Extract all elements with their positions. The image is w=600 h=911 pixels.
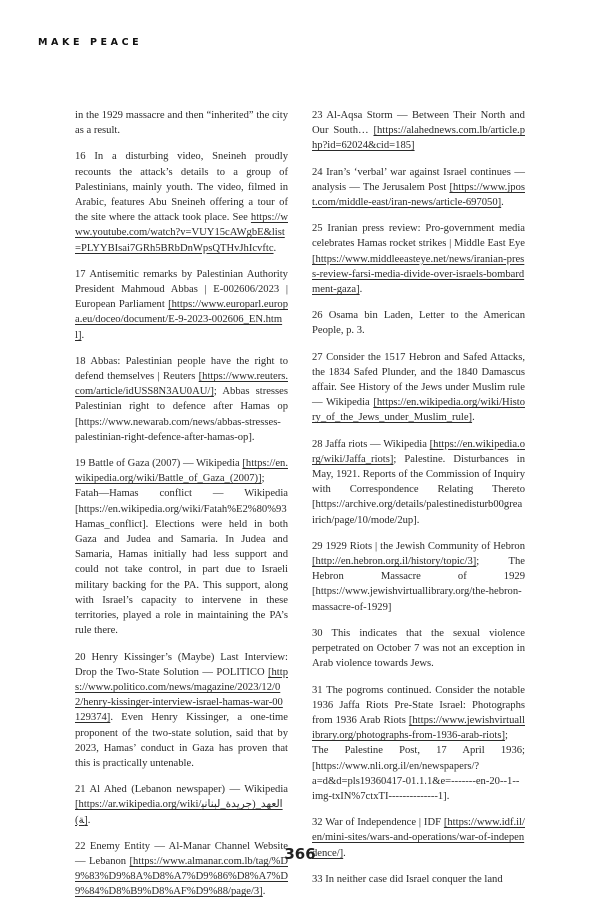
endnote-link[interactable]: [https://www.reuters.com/article/idUSS8N3AU0AU/]	[75, 371, 288, 398]
endnote-link[interactable]: [https://www.jewishvirtuallibrary.org/photographs-from-1936-arab-riots]	[312, 714, 525, 742]
endnote-29: 29 1929 Riots | the Jewish Community of Hebron [http://en.hebron.org.il/history/topic/3]; The Hebron Massacre of 1929 [https://www.jewishvirtuallibrary.org/the-hebron-massacre-of-1929]	[312, 540, 525, 613]
endnote-link[interactable]: [https://en.wikipedia.org/wiki/Battle_of_Gaza_(2007)]	[75, 458, 288, 485]
endnote-28: 28 Jaffa riots — Wikipedia [https://en.wikipedia.org/wiki/Jaffa_riots]; Palestine. Disturbances in May, 1921. Reports of the Commission of Inquiry with Correspondence Relating Thereto [https://archive.org/details/palestinedisturb00greairich/page/10/mode/2up].	[312, 438, 525, 526]
endnote-30: 30 This indicates that the sexual violence perpetrated on October 7 was not an exception in Arab violence towards Jews.	[312, 627, 525, 670]
endnote: in the 1929 massacre and then “inherited” the city as a result.	[75, 110, 288, 137]
endnote-25: 25 Iranian press review: Pro-government media celebrates Hamas rocket strikes | Middle East Eye [https://www.middleeasteye.net/news/iranian-press-review-farsi-media-divide-over-israels-bombardment-gaza].	[312, 223, 525, 296]
endnote-link[interactable]: [https://www.jpost.com/middle-east/iran-news/article-697050]	[312, 181, 525, 209]
endnote-23: 23 Al-Aqsa Storm — Between Their North and Our South… [https://alahednews.com.lb/article.php?id=62024&cid=185]	[312, 110, 525, 152]
page-number: 366	[284, 845, 316, 863]
endnote-22: 22 Enemy Entity — Al-Manar Channel Website — Lebanon [https://www.almanar.com.lb/tag/%D9%83%D9%8A%D8%A7%D9%86%D8%A7%D9%84%D8%B9%D8%AF%D9%88/page/3].	[75, 840, 289, 898]
endnote-20: 20 Henry Kissinger’s (Maybe) Last Interview: Drop the Two-State Solution — POLITICO [https://www.politico.com/news/magazine/2023/12/02/henry-kissinger-interview-israel-hamas-war-00129374]. Even Henry Kissinger, a one-time proponent of the two-state solution, said that by 2023, Hamas’ conduct in Gaza has proven that this is practically untenable.	[75, 651, 288, 769]
endnote-26: 26 Osama bin Laden, Letter to the American People, p. 3.	[312, 310, 525, 337]
endnote-33: 33 In neither case did Israel conquer the land	[312, 873, 503, 885]
endnote-27: 27 Consider the 1517 Hebron and Safed Attacks, the 1834 Safed Plunder, and the 1840 Damascus affair. See History of the Jews under Muslim rule — Wikipedia [https://en.wikipedia.org/wiki/History_of_the_Jews_under_Muslim_rule].	[312, 351, 525, 424]
endnote-link[interactable]: [https://ar.wikipedia.org/wiki/العهد_(جريدة_لبنانية)]	[75, 799, 283, 826]
endnote-link[interactable]: [https://www.politico.com/news/magazine/2023/12/02/henry-kissinger-interview-israel-hamas-war-00129374]	[75, 666, 288, 724]
endnote-link[interactable]: [https://www.idf.il/en/mini-sites/wars-and-operations/war-of-independence/]	[312, 817, 525, 859]
running-header: MAKE PEACE	[38, 37, 143, 48]
left-column	[75, 108, 288, 911]
endnote-18: 18 Abbas: Palestinian people have the right to defend themselves | Reuters [https://www.reuters.com/article/idUSS8N3AU0AU/]; Abbas stresses Palestinian right to defence after Hamas op [https://www.newarab.com/news/abbas-stresses-palestinian-right-defence-after-hamas-op].	[75, 355, 288, 443]
endnote-link[interactable]: [https://alahednews.com.lb/article.php?id=62024&cid=185]	[312, 125, 525, 152]
endnote-link[interactable]: [https://www.middleeasteye.net/news/iranian-press-review-farsi-media-divide-over-israels-bombardment-gaza]	[312, 253, 525, 296]
endnote-link[interactable]: [https://en.wikipedia.org/wiki/History_of_the_Jews_under_Muslim_rule]	[312, 397, 525, 424]
right-column	[312, 108, 525, 898]
endnote-17: 17 Antisemitic remarks by Palestinian Authority President Mahmoud Abbas | E-002606/2023 | European Parliament [https://www.europarl.europa.eu/doceo/document/E-9-2023-002606_EN.html].	[75, 268, 288, 341]
endnote-link[interactable]: [http://en.hebron.org.il/history/topic/3]	[312, 556, 477, 568]
endnote-31: 31 The pogroms continued. Consider the notable 1936 Jaffa Riots Pre-State Israel: Photographs from 1936 Arab Riots [https://www.jewishvirtuallibrary.org/photographs-from-1936-arab-riots]; The Palestine Post, 17 April 1936; [https://www.nli.org.il/en/newspapers/?a=d&d=pls19360417-01.1.1&e=-------en-20--1--img-txIN%7ctxTI--------------1].	[312, 684, 525, 802]
endnote-24: 24 Iran’s ‘verbal’ war against Israel continues — analysis — The Jerusalem Post [https://www.jpost.com/middle-east/iran-news/article-697050].	[312, 166, 525, 209]
endnote-21: 21 Al Ahed (Lebanon newspaper) — Wikipedia [https://ar.wikipedia.org/wiki/العهد_(جريدة_لبنانية)].	[75, 784, 288, 826]
endnote-link[interactable]: [https://en.wikipedia.org/wiki/Jaffa_riots]	[312, 438, 525, 465]
endnote-16: 16 In a disturbing video, Sneineh proudly recounts the attack’s details to a group of Palestinians, mainly youth. The video, filmed in Arabic, features Abu Sneineh offering a tour of the site where the attack took place. See https://www.youtube.com/watch?v=VUY15cAWgbE&list=PLYYBIsai7GRh5BRbDnWpsQTHvJhIcvftc.	[75, 151, 288, 254]
endnote-link[interactable]: [https://www.europarl.europa.eu/doceo/document/E-9-2023-002606_EN.html]	[75, 299, 288, 341]
endnote-32: 32 War of Independence | IDF [https://www.idf.il/en/mini-sites/wars-and-operations/war-of-independence/].	[312, 817, 525, 859]
endnote-19: 19 Battle of Gaza (2007) — Wikipedia [https://en.wikipedia.org/wiki/Battle_of_Gaza_(2007)]; Fatah—Hamas conflict — Wikipedia [https://en.wikipedia.org/wiki/Fatah%E2%80%93Hamas_conflict]. Elections were held in both Gaza and Judea and Samaria. In Judea and Samaria, Hamas initially had less support and could not take control, in part due to Israeli military backing for the PA. This support, along with Israel’s capacity to intervene in these territories, played a role in maintaining the PA’s rule there.	[75, 458, 288, 637]
endnote-link[interactable]: https://www.youtube.com/watch?v=VUY15cAWgbE&list=PLYYBIsai7GRh5BRbDnWpsQTHvJhIcvftc	[75, 212, 288, 254]
endnote-link[interactable]: [https://www.almanar.com.lb/tag/%D9%83%D9%8A%D8%A7%D9%86%D8%A7%D9%84%D8%B9%D8%AF%D9%88/page/3]	[75, 855, 289, 898]
